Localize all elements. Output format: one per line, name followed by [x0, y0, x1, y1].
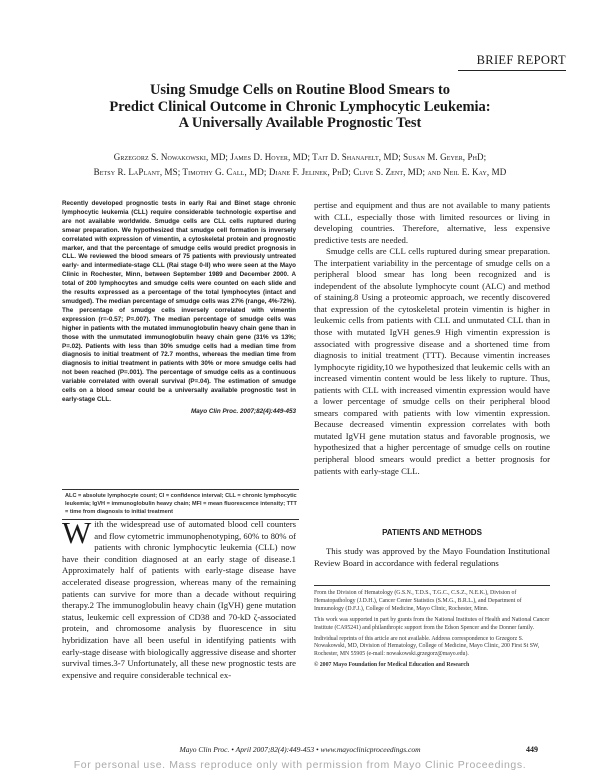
drop-cap: W [62, 515, 92, 550]
author-line: Grzegorz S. Nowakowski, MD; James D. Hoyer, MD; Tait D. Shanafelt, MD; Susan M. Geyer, PhD; [113, 152, 487, 162]
abstract-citation: Mayo Clin Proc. 2007;82(4):449-453 [191, 407, 296, 415]
introduction-paragraph [62, 515, 296, 681]
reprints-note: Individual reprints of this article are not available. Address correspondence to Grzegorz S. Nowakowski, MD, Division of Hematology, College of Medicine, Mayo Clinic, 200 First St SW, Rochester, MN 55905 (e-mail: nowakowski.grzegorz@mayo.edu). [314, 635, 540, 658]
methods-paragraph: This study was approved by the Mayo Foundation Institutional Review Board in accordance with federal regulations [314, 546, 550, 568]
abstract [62, 200, 296, 417]
introduction-text: ith the widespread use of automated blood cell counters and flow cytometric immunophenotyping, 60% to 80% of patients with chronic lymphocytic leukemia (CLL) now have their condition diagnosed at an early stage of disease.1 Approximately half of patients with early-stage disease have accelerated disease progression, whereas many of the remaining patients can survive for more than a decade without requiring therapy.2 The immunoglobulin heavy chain (IgVH) gene mutation status, leukemic cell expression of CD38 and 70-kD ζ-associated protein, and chromosome analysis by fluorescence in situ hybridization have all been useful in identifying patients with early-stage disease with biologically aggressive disease and shorter survival times.3-7 Unfortunately, all these new prognostic tests are expensive and require considerable technical ex- [62, 519, 296, 680]
author-line: Betsy R. LaPlant, MS; Timothy G. Call, MD; Diane F. Jelinek, PhD; Clive S. Zent, MD; and Neil E. Kay, MD [93, 167, 507, 177]
section-label: BRIEF REPORT [476, 53, 566, 67]
usage-notice: For personal use. Mass reproduce only with permission from Mayo Clinic Proceedings. [73, 759, 527, 771]
title-line: A Universally Available Prognostic Test [178, 115, 422, 131]
body-paragraph: pertise and equipment and thus are not available to many patients with CLL, especially those with limited resources or living in developing countries. Therefore, alternative, less expensive predictive tests are needed. [314, 200, 550, 245]
abstract-text: Recently developed prognostic tests in early Rai and Binet stage chronic lymphocytic leukemia (CLL) require considerable technologic expertise and are not available worldwide. Smudge cells are CLL cells ruptured during smear preparation. We hypothesized that smudge cell formation is inversely correlated with expression of vimentin, a cytoskeletal protein and prognostic marker, and that the percentage of smudge cells would predict prognosis in CLL. We reviewed the blood smears of 75 patients with previously untreated early- and intermediate-stage CLL (Rai stage 0-II) who were seen at the Mayo Clinic in Rochester, Minn, between September 1989 and December 2000. A total of 200 lymphocytes and smudge cells were counted on each slide and the results expressed as a percentage of the total lymphocytes (intact and smudged). The median percentage of smudge cells was 27% (range, 4%-72%). The percentage of smudge cells inversely correlated with vimentin expression (r=-0.57; P=.007). The median percentage of smudge cells was higher in patients with the mutated immunoglobulin heavy chain gene than in those with the unmutated immunoglobulin heavy chain gene (31% vs 13%; P=.02). Patients with less than 30% smudge cells had a median time from diagnosis to initial treatment of 72.7 months, whereas the median time from diagnosis to initial treatment in patients with 30% or more smudge cells had not been reached (P=.001). The percentage of smudge cells as a continuous variable correlated with overall survival (P=.04). The estimation of smudge cells on a blood smear could be a universally available prognostic test in early-stage CLL. [62, 200, 296, 403]
page-footer: Mayo Clin Proc. • April 2007;82(4):449-453 • www.mayoclinicproceedings.com [179, 745, 421, 754]
affiliation-note: From the Division of Hematology (G.S.N., T.D.S., T.G.C., C.S.Z., N.E.K.), Division of Hematopathology (J.D.H.), Cancer Center Statistics (S.M.G., B.R.L.), and Department of Immunology (D.F.J.), College of Medicine, Mayo Clinic, Rochester, Minn. [314, 590, 522, 612]
header-rule [458, 70, 566, 71]
title-line: Using Smudge Cells on Routine Blood Smears to [149, 82, 451, 98]
section-heading: PATIENTS AND METHODS [382, 528, 482, 537]
title-line: Predict Clinical Outcome in Chronic Lymphocytic Leukemia: [109, 98, 491, 115]
page-number: 449 [526, 745, 538, 754]
copyright-note: © 2007 Mayo Foundation for Medical Education and Research [314, 662, 470, 669]
footnotes [314, 585, 550, 673]
support-note: This work was supported in part by grants from the National Institutes of Health and National Cancer Institute (CA95241) and philanthropic support from the Edson Spencer and the Donner family. [314, 616, 550, 631]
article-title [40, 82, 560, 132]
right-column [314, 200, 550, 477]
author-list [40, 150, 560, 180]
abbreviations-box: ALC = absolute lymphocyte count; CI = confidence interval; CLL = chronic lymphocytic leukemia; IgVH = immunoglobulin heavy chain; MFI = mean fluorescence intensity; TTT = time from diagnosis to initial treatment [62, 489, 299, 520]
body-paragraph: Smudge cells are CLL cells ruptured during smear preparation. The interpatient variability in the percentage of smudge cells on a peripheral blood smear has long been recognized and is independent of the absolute lymphocyte count (ALC) and method of staining.8 Using a proteomic approach, we recently discovered that expression of the cytoskeletal protein vimentin is higher in leukemic cells from patients with CLL and unmutated CLL than in those with mutated IgVH genes.9 High vimentin expression is associated with progressive disease and a shortened time from diagnosis to initial treatment (TTT). Because vimentin increases lymphocyte rigidity,10 we hypothesized that leukemic cells with an increased vimentin content would be less likely to rupture. Thus, patients with CLL with increased vimentin expression would have a lower percentage of smudge cells on their peripheral blood smears compared with patients with low vimentin expression. Because decreased vimentin expression correlates with both mutated IgVH gene mutation status and favorable prognosis, we hypothesized that a higher percentage of smudge cells on routine peripheral blood smears would predict a better prognosis for patients with early-stage CLL. [314, 246, 550, 476]
